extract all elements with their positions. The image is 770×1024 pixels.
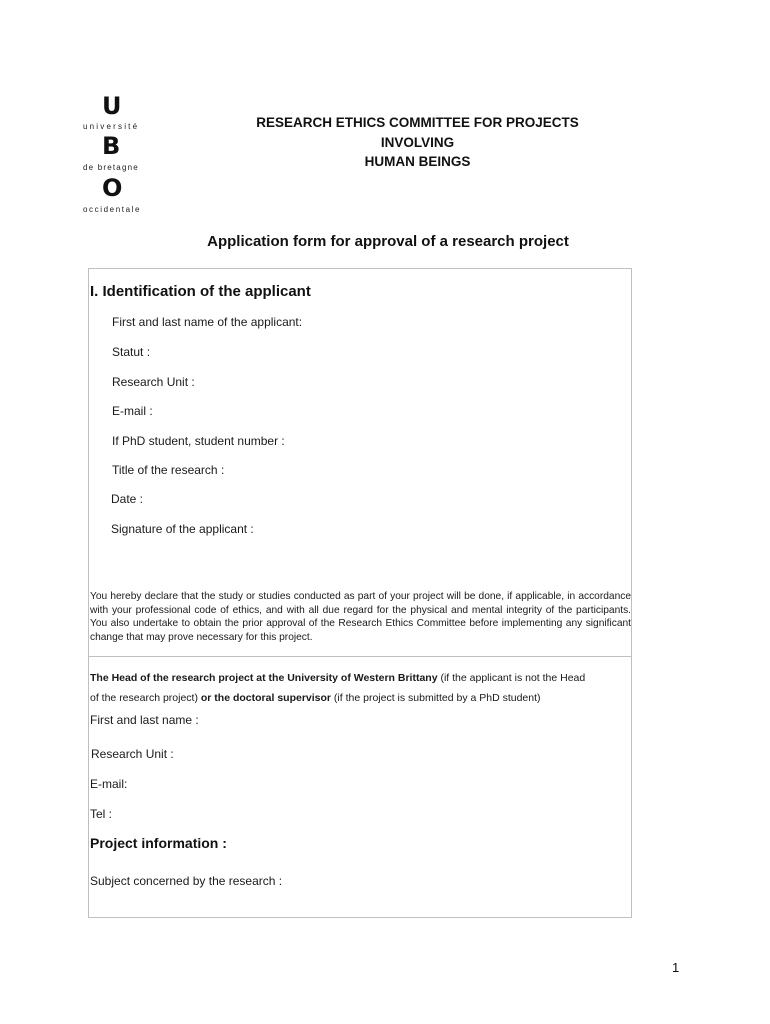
field-statut: Statut : [112, 345, 151, 359]
field-research-title: Title of the research : [112, 463, 225, 477]
field-head-name: First and last name : [90, 713, 199, 727]
field-head-email: E-mail: [90, 777, 128, 791]
field-research-unit: Research Unit : [112, 375, 195, 389]
logo-word-occidentale: occidentale [83, 205, 142, 214]
logo-letter-u: U [102, 92, 122, 120]
head-note: (if the applicant is not the Head [437, 672, 586, 684]
page-number: 1 [672, 960, 680, 975]
head-note-2: of the research project) [90, 692, 201, 704]
form-title: Application form for approval of a research project [207, 233, 569, 250]
supervisor-label: or the doctoral supervisor [200, 692, 332, 704]
ethics-declaration: You hereby declare that the study or studies conducted as part of your project will be done, if applicable, in accordance with your professional code of ethics, and with all due regard for the physical and mental integrity of the participants. You also undertake to obtain the prior approval of the Research Ethics Committee before implementing any significant change that may prove necessary for this project. [90, 591, 631, 643]
field-email: E-mail : [112, 404, 153, 418]
project-information-title: Project information : [90, 835, 227, 851]
field-head-research-unit: Research Unit : [91, 747, 174, 761]
logo-word-universite: université [83, 122, 140, 131]
header-line-3: HUMAN BEINGS [364, 154, 471, 169]
header-line-2: INVOLVING [380, 134, 455, 150]
section-divider [88, 656, 632, 657]
logo-letter-b: B [102, 132, 121, 160]
logo-letter-o: O [102, 174, 123, 202]
head-description-line-2 [90, 692, 541, 705]
head-label: The Head of the research project at the University of Western Brittany [90, 672, 438, 684]
university-logo [82, 94, 146, 216]
field-applicant-name: First and last name of the applicant: [112, 315, 303, 329]
field-student-number: If PhD student, student number : [112, 434, 285, 448]
field-head-tel: Tel : [90, 807, 113, 821]
header-line-1: RESEARCH ETHICS COMMITTEE FOR PROJECTS [256, 115, 579, 130]
committee-header [240, 113, 595, 172]
field-date: Date : [111, 492, 144, 506]
logo-word-de-bretagne: de bretagne [83, 163, 139, 172]
field-subject-concerned: Subject concerned by the research : [90, 874, 283, 888]
head-description-line-1 [90, 672, 585, 685]
field-signature: Signature of the applicant : [111, 522, 254, 536]
section-identification-title: I. Identification of the applicant [90, 283, 311, 300]
supervisor-note: (if the project is submitted by a PhD student) [331, 692, 541, 704]
